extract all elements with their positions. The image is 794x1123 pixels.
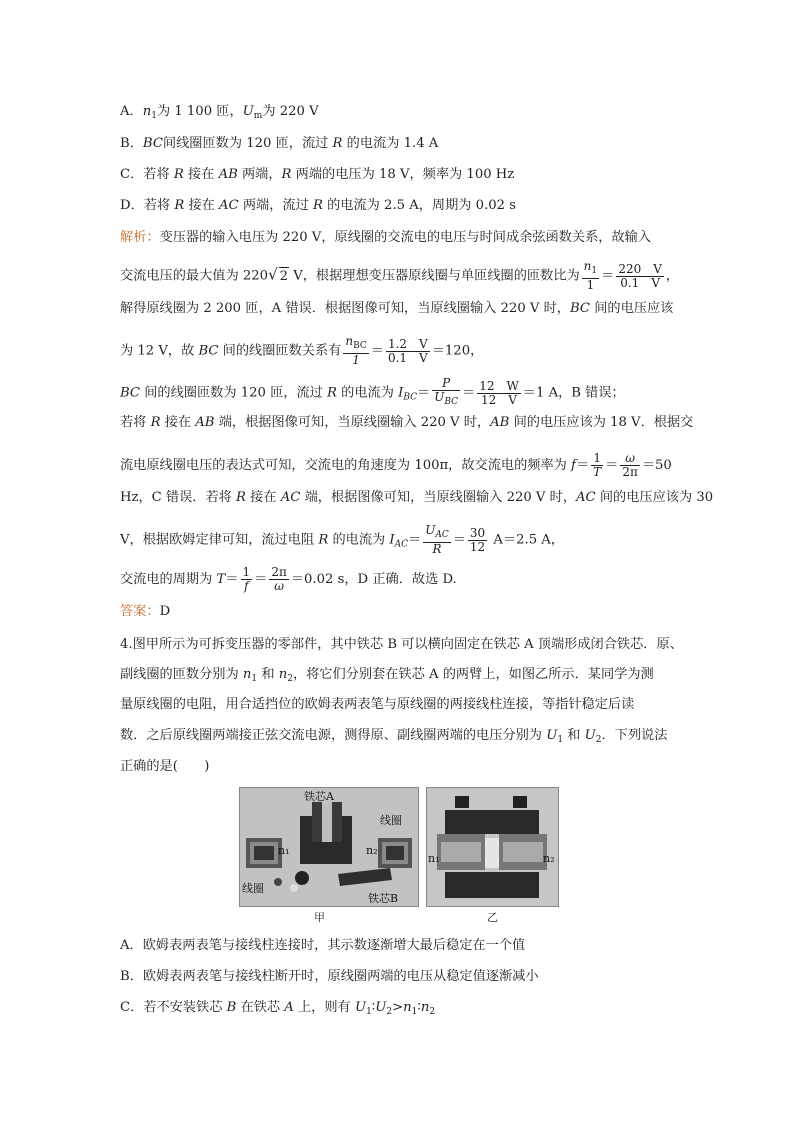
sqrt-value: 2: [279, 268, 289, 284]
frac-num: ω: [625, 451, 635, 465]
figure-yi-caption: 乙: [487, 911, 498, 924]
analysis-text: 交流电压的最大值为 220: [120, 268, 269, 284]
option-text: B．: [120, 136, 143, 151]
equals: ＝: [370, 343, 384, 359]
fraction: [582, 260, 599, 292]
analysis-text: 间的电压应该为 18 V．根据交: [509, 415, 694, 430]
answer-value: D: [159, 604, 171, 619]
option-text: 的电流为 2.5 A，周期为 0.02 s: [322, 198, 517, 213]
var: R: [281, 167, 292, 182]
option-b-q4: [120, 968, 539, 986]
option-text: C．若不安装铁芯: [120, 1000, 227, 1015]
analysis-text: 的电流为: [328, 532, 390, 548]
answer-label: 答案：: [120, 604, 160, 619]
var: R: [174, 198, 185, 213]
option-a-q4: [120, 937, 525, 955]
var: BC: [142, 136, 163, 151]
var: U: [546, 728, 558, 743]
var: I: [398, 385, 404, 401]
analysis-text: ，: [665, 268, 680, 284]
analysis-label: 解析：: [120, 230, 160, 245]
analysis-line-5: [120, 377, 625, 409]
greater-than: >: [392, 1000, 404, 1015]
frac-num: 1: [242, 565, 251, 579]
analysis-line-3: [120, 300, 673, 318]
var: AB: [490, 415, 510, 430]
fraction: [477, 380, 521, 407]
equals: ＝: [408, 532, 422, 548]
question4-line-2: [120, 666, 654, 688]
label-n1: n₁: [278, 844, 290, 857]
frac-den: R: [423, 542, 451, 556]
label-n2: n₂: [543, 852, 555, 865]
fraction: [468, 527, 487, 554]
label-n2: n₂: [366, 844, 378, 857]
option-text: 两端，流过: [238, 198, 313, 213]
frac-num: 1.2 V: [387, 336, 428, 351]
question-text: ，将它们分别套在铁芯 A 的两臂上，如图乙所示．某同学为测: [292, 667, 654, 682]
analysis-line-4: [120, 335, 483, 367]
equals: ＝: [601, 268, 615, 284]
analysis-text: A＝2.5 A，: [489, 532, 564, 548]
var: AC: [576, 490, 596, 505]
var: f: [571, 458, 576, 473]
option-c-q4: [120, 999, 435, 1021]
fraction: [423, 524, 451, 556]
var-um: U: [242, 104, 254, 119]
question-text: 数．之后原线圈两端接正弦交流电源，测得原、副线圈两端的电压分别为: [120, 728, 547, 743]
var: n: [242, 667, 252, 682]
analysis-text: 端，根据图像可知，当原线圈输入 220 V 时，: [214, 415, 491, 430]
subscript: 1: [151, 111, 157, 121]
frac-den: 2π: [622, 465, 638, 479]
analysis-text: Hz，C 错误．若将: [120, 490, 237, 505]
option-text: A．欧姆表两表笔与接线柱连接时，其示数逐渐增大最后稳定在一个值: [120, 938, 526, 953]
analysis-line-9: [120, 524, 564, 556]
frac-num: 30: [469, 525, 486, 540]
question-text: 4.图甲所示为可拆变压器的零部件，其中铁芯 B 可以横向固定在铁芯 A 顶端形成闭合铁芯．原、: [120, 637, 683, 652]
option-text: D．若将: [120, 198, 175, 213]
var: T: [216, 572, 226, 587]
label-n1: n₁: [428, 852, 440, 865]
fraction: [620, 452, 640, 479]
label-coil-left: 线圈: [242, 882, 264, 895]
var: B: [226, 1000, 237, 1015]
option-d-prev: [120, 197, 516, 215]
analysis-text: 的电流为: [336, 385, 399, 401]
var: n: [420, 1000, 430, 1015]
option-text: 两端的电压为 18 V，频率为 100 Hz: [291, 167, 515, 182]
option-text: 接在: [183, 167, 219, 182]
analysis-line-2: [120, 260, 679, 292]
sqrt-sign: √: [268, 265, 278, 284]
frac-den: 0.1 V: [616, 276, 664, 290]
fraction: [432, 377, 460, 409]
analysis-text: 间的线圈匝数关系有: [218, 343, 342, 359]
equals: ＝: [254, 572, 268, 587]
option-c-prev: [120, 166, 514, 184]
var: R: [150, 415, 161, 430]
frac-num: 12 W: [479, 378, 519, 393]
option-text: 间线圈匝数为 120 匝，流过: [162, 136, 333, 151]
figure-jia-caption: 甲: [314, 911, 325, 924]
equals: ＝: [417, 385, 431, 401]
var: U: [354, 1000, 367, 1015]
analysis-text: 接在: [160, 415, 196, 430]
question-text: 正确的是( ): [120, 759, 210, 774]
option-b-prev: [120, 135, 438, 153]
var: AC: [280, 490, 301, 505]
label-core-b: 铁芯B: [368, 892, 399, 905]
equals: ＝: [452, 532, 466, 548]
analysis-line-6: [120, 414, 693, 432]
fraction: [616, 263, 664, 290]
subscript: AC: [394, 539, 409, 550]
analysis-text: ＝0.02 s，D 正确．故选 D.: [290, 572, 457, 587]
equals: ＝: [462, 385, 476, 401]
var: R: [312, 198, 323, 213]
var: I: [389, 532, 395, 548]
subscript: m: [253, 111, 263, 121]
analysis-line-7: [120, 452, 672, 479]
subscript: 1: [557, 735, 564, 745]
fraction: [241, 566, 253, 593]
subscript: BC: [444, 397, 458, 407]
var: R: [236, 490, 246, 505]
analysis-text: 若将: [120, 415, 151, 430]
var: AC: [219, 198, 239, 213]
analysis-text: V，根据理想变压器原线圈与单匝线圈的匝数比为: [289, 268, 580, 284]
var: BC: [198, 343, 219, 359]
frac-num: n: [583, 259, 592, 273]
ratio-colon: ∶: [371, 1000, 376, 1015]
label-coil-right: 线圈: [380, 814, 402, 827]
subscript: 2: [287, 674, 293, 684]
option-text: 的电流为 1.4 A: [342, 136, 439, 151]
subscript: 1: [251, 674, 258, 684]
var-n1: n: [142, 104, 152, 119]
fraction: [386, 338, 430, 365]
var: A: [284, 1000, 294, 1015]
analysis-text: ＝50: [641, 458, 672, 473]
frac-num: 2π: [271, 565, 287, 579]
option-text: 接在: [184, 198, 220, 213]
option-a-prev: [120, 103, 319, 125]
analysis-text: 为 12 V，故: [120, 343, 199, 359]
frac-den: ω: [269, 579, 289, 593]
equals: ＝: [575, 458, 590, 473]
analysis-text: 解得原线圈为 2 200 匝，A 错误．根据图像可知，当原线圈输入 220 V 时，: [120, 301, 570, 316]
frac-den: 12: [469, 539, 486, 554]
var: AB: [195, 415, 215, 430]
figure-yi-photo: [426, 787, 559, 907]
var: BC: [570, 301, 591, 316]
frac-den: 12 V: [477, 393, 521, 407]
option-text: A．: [120, 104, 143, 119]
option-text: 为 1 100 匝，: [156, 104, 243, 119]
subscript: 2: [595, 735, 602, 745]
analysis-text: 间的电压应该: [590, 301, 674, 316]
subscript: BC: [403, 392, 418, 403]
subscript: AC: [435, 530, 449, 540]
option-text: 为 220 V: [262, 104, 319, 119]
var: U: [584, 728, 596, 743]
analysis-text: 间的线圈匝数为 120 匝，流过: [140, 385, 328, 401]
equals: ＝: [225, 572, 239, 587]
analysis-text: 间的电压应该为 30: [595, 490, 714, 505]
analysis-line-8: [120, 489, 713, 507]
frac-den: 1: [343, 353, 368, 367]
var: n: [278, 667, 288, 682]
analysis-text: 变压器的输入电压为 220 V，原线圈的交流电的电压与时间成余弦函数关系，故输入: [159, 230, 652, 245]
var: AB: [218, 167, 238, 182]
frac-den: f: [241, 579, 253, 593]
var: U: [375, 1000, 387, 1015]
question4-line-5: [120, 758, 209, 776]
subscript: 2: [386, 1007, 393, 1017]
subscript: 1: [366, 1007, 372, 1017]
figure-jia-photo: [239, 787, 419, 907]
frac-den: T: [593, 465, 602, 479]
assembled-transformer-illustration: [427, 788, 558, 906]
frac-num: P: [442, 376, 451, 390]
var: R: [318, 532, 329, 548]
var: R: [327, 385, 337, 401]
analysis-line-10: [120, 566, 457, 593]
question-text: 量原线圈的电阻，用合适挡位的欧姆表两表笔与原线圈的两接线柱连接，等指针稳定后读: [120, 697, 635, 712]
label-core-a: 铁芯A: [304, 790, 334, 803]
ratio-colon: ∶: [417, 1000, 421, 1015]
question4-line-1: [120, 636, 683, 654]
transformer-parts-illustration: [240, 788, 418, 906]
frac-num: U: [425, 523, 436, 537]
option-text: C．若将: [120, 167, 174, 182]
frac-den: 0.1 V: [387, 350, 428, 365]
subscript: BC: [353, 341, 367, 351]
frac-den: U: [434, 390, 445, 404]
question4-line-3: [120, 696, 634, 714]
fraction: [269, 566, 289, 593]
option-text: 两端，: [237, 167, 282, 182]
question-text: 和: [257, 667, 279, 682]
subscript: 2: [429, 1007, 436, 1017]
frac-den: 1: [582, 278, 599, 292]
frac-num: n: [345, 334, 354, 348]
var: BC: [120, 385, 141, 401]
question-text: 副线圈的匝数分别为: [120, 667, 243, 682]
frac-num: 1: [593, 451, 601, 465]
var: R: [173, 167, 184, 182]
analysis-text: ＝120，: [431, 343, 484, 359]
frac-num: 220 V: [618, 261, 662, 276]
answer-line: [120, 603, 170, 621]
option-text: 上，则有: [293, 1000, 355, 1015]
analysis-text: 交流电的周期为: [120, 572, 217, 587]
analysis-text: 接在: [245, 490, 281, 505]
analysis-text: ＝1 A，B 错误；: [522, 385, 625, 401]
analysis-text: 端，根据图像可知，当原线圈输入 220 V 时，: [300, 490, 577, 505]
var: R: [332, 136, 343, 151]
subscript: 1: [591, 266, 598, 276]
option-text: B．欧姆表两表笔与接线柱断开时，原线圈两端的电压从稳定值逐渐减小: [120, 969, 539, 984]
question-text: 和: [563, 728, 585, 743]
question-text: ．下列说法: [601, 728, 668, 743]
equals: ＝: [605, 458, 619, 473]
fraction: [591, 452, 603, 479]
analysis-line-1: [120, 229, 651, 247]
analysis-text: V，根据欧姆定律可知，流过电阻: [120, 532, 319, 548]
var: n: [403, 1000, 412, 1015]
question4-line-4: [120, 727, 667, 749]
option-text: 在铁芯: [236, 1000, 285, 1015]
subscript: 1: [411, 1007, 418, 1017]
analysis-text: 流电原线圈电压的表达式可知，交流电的角速度为 100π，故交流电的频率为: [120, 458, 572, 473]
fraction: [343, 335, 368, 367]
